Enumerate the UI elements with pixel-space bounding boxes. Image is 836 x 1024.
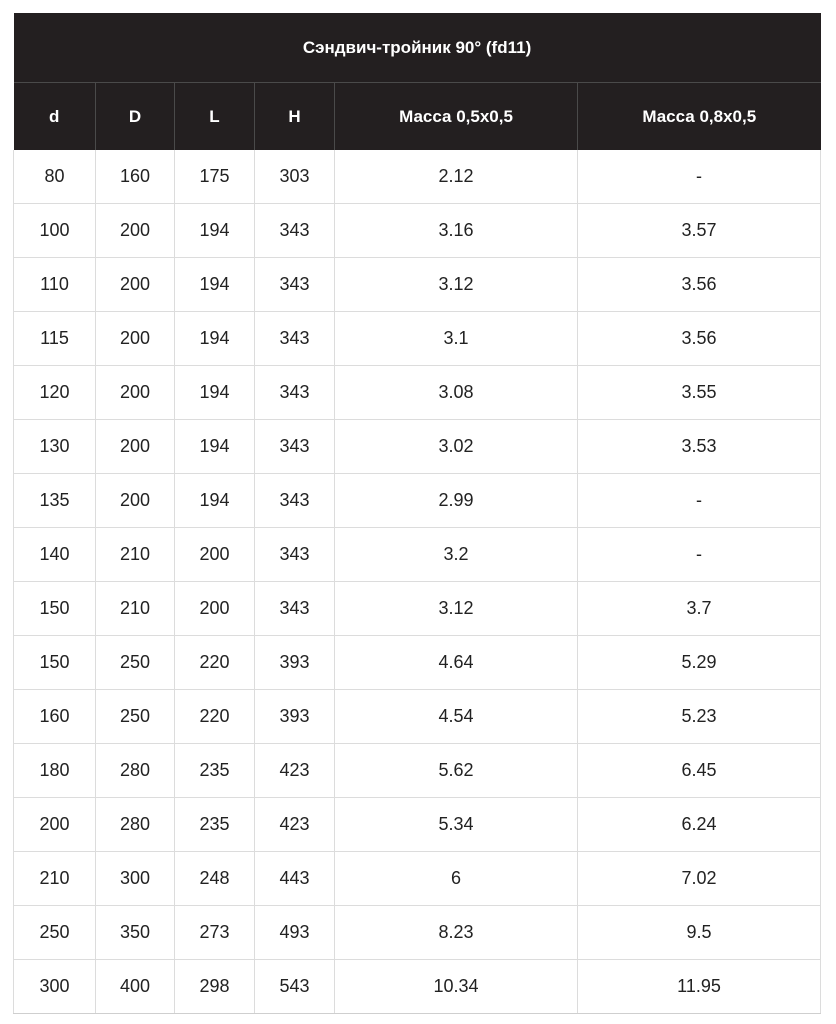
table-body bbox=[14, 150, 821, 1014]
cell-L: 194 bbox=[175, 420, 255, 474]
cell-d: 150 bbox=[14, 582, 96, 636]
cell-d: 100 bbox=[14, 204, 96, 258]
cell-L: 298 bbox=[175, 960, 255, 1014]
column-header-row bbox=[14, 83, 821, 151]
table-row bbox=[14, 798, 821, 852]
cell-H: 343 bbox=[255, 258, 335, 312]
table-row bbox=[14, 744, 821, 798]
cell-H: 343 bbox=[255, 204, 335, 258]
cell-D: 210 bbox=[96, 582, 175, 636]
column-header-D: D bbox=[96, 83, 175, 151]
cell-d: 180 bbox=[14, 744, 96, 798]
table-row bbox=[14, 906, 821, 960]
cell-mass-08: 3.7 bbox=[578, 582, 821, 636]
column-header-L: L bbox=[175, 83, 255, 151]
cell-L: 194 bbox=[175, 474, 255, 528]
column-header-mass-05: Масса 0,5х0,5 bbox=[335, 83, 578, 151]
table-row bbox=[14, 528, 821, 582]
cell-mass-05: 3.16 bbox=[335, 204, 578, 258]
cell-mass-08: 5.23 bbox=[578, 690, 821, 744]
table-row bbox=[14, 960, 821, 1014]
cell-mass-05: 2.12 bbox=[335, 150, 578, 204]
cell-mass-08: 9.5 bbox=[578, 906, 821, 960]
cell-d: 135 bbox=[14, 474, 96, 528]
cell-mass-08: - bbox=[578, 474, 821, 528]
cell-D: 200 bbox=[96, 204, 175, 258]
cell-H: 343 bbox=[255, 312, 335, 366]
cell-mass-05: 10.34 bbox=[335, 960, 578, 1014]
cell-d: 210 bbox=[14, 852, 96, 906]
table-row bbox=[14, 366, 821, 420]
cell-H: 343 bbox=[255, 420, 335, 474]
cell-mass-05: 5.34 bbox=[335, 798, 578, 852]
cell-mass-08: - bbox=[578, 528, 821, 582]
cell-L: 220 bbox=[175, 690, 255, 744]
column-header-mass-08: Масса 0,8х0,5 bbox=[578, 83, 821, 151]
table-row bbox=[14, 312, 821, 366]
table-row bbox=[14, 204, 821, 258]
cell-mass-05: 8.23 bbox=[335, 906, 578, 960]
cell-L: 194 bbox=[175, 312, 255, 366]
cell-d: 130 bbox=[14, 420, 96, 474]
cell-D: 200 bbox=[96, 420, 175, 474]
cell-mass-05: 4.64 bbox=[335, 636, 578, 690]
cell-D: 250 bbox=[96, 636, 175, 690]
cell-H: 423 bbox=[255, 744, 335, 798]
cell-D: 200 bbox=[96, 366, 175, 420]
cell-mass-05: 3.1 bbox=[335, 312, 578, 366]
table-row bbox=[14, 150, 821, 204]
cell-H: 343 bbox=[255, 528, 335, 582]
cell-D: 400 bbox=[96, 960, 175, 1014]
cell-L: 200 bbox=[175, 582, 255, 636]
cell-mass-08: - bbox=[578, 150, 821, 204]
cell-L: 194 bbox=[175, 366, 255, 420]
cell-mass-08: 6.45 bbox=[578, 744, 821, 798]
cell-H: 423 bbox=[255, 798, 335, 852]
specs-table bbox=[13, 13, 821, 1014]
table-row bbox=[14, 690, 821, 744]
cell-mass-05: 3.02 bbox=[335, 420, 578, 474]
cell-L: 235 bbox=[175, 798, 255, 852]
cell-L: 194 bbox=[175, 204, 255, 258]
cell-H: 543 bbox=[255, 960, 335, 1014]
cell-mass-05: 3.08 bbox=[335, 366, 578, 420]
cell-d: 200 bbox=[14, 798, 96, 852]
cell-mass-08: 5.29 bbox=[578, 636, 821, 690]
table-title-row bbox=[14, 13, 821, 83]
cell-mass-05: 6 bbox=[335, 852, 578, 906]
cell-D: 200 bbox=[96, 312, 175, 366]
cell-D: 200 bbox=[96, 474, 175, 528]
table-title: Сэндвич-тройник 90° (fd11) bbox=[14, 13, 821, 83]
cell-H: 303 bbox=[255, 150, 335, 204]
cell-mass-05: 3.12 bbox=[335, 258, 578, 312]
cell-d: 300 bbox=[14, 960, 96, 1014]
table-row bbox=[14, 582, 821, 636]
cell-mass-08: 11.95 bbox=[578, 960, 821, 1014]
cell-D: 280 bbox=[96, 744, 175, 798]
cell-D: 250 bbox=[96, 690, 175, 744]
cell-H: 343 bbox=[255, 582, 335, 636]
cell-H: 393 bbox=[255, 690, 335, 744]
column-header-d: d bbox=[14, 83, 96, 151]
table-row bbox=[14, 636, 821, 690]
cell-mass-08: 3.57 bbox=[578, 204, 821, 258]
column-header-H: H bbox=[255, 83, 335, 151]
cell-D: 210 bbox=[96, 528, 175, 582]
cell-d: 110 bbox=[14, 258, 96, 312]
table-row bbox=[14, 258, 821, 312]
cell-D: 350 bbox=[96, 906, 175, 960]
cell-mass-08: 3.55 bbox=[578, 366, 821, 420]
cell-mass-05: 3.2 bbox=[335, 528, 578, 582]
cell-H: 493 bbox=[255, 906, 335, 960]
cell-L: 194 bbox=[175, 258, 255, 312]
cell-d: 115 bbox=[14, 312, 96, 366]
cell-D: 280 bbox=[96, 798, 175, 852]
table-row bbox=[14, 852, 821, 906]
cell-L: 200 bbox=[175, 528, 255, 582]
table-row bbox=[14, 474, 821, 528]
cell-L: 248 bbox=[175, 852, 255, 906]
cell-mass-05: 3.12 bbox=[335, 582, 578, 636]
cell-mass-08: 7.02 bbox=[578, 852, 821, 906]
table-header bbox=[14, 13, 821, 150]
cell-mass-08: 6.24 bbox=[578, 798, 821, 852]
cell-D: 160 bbox=[96, 150, 175, 204]
cell-L: 175 bbox=[175, 150, 255, 204]
cell-H: 393 bbox=[255, 636, 335, 690]
cell-L: 235 bbox=[175, 744, 255, 798]
specs-table-container bbox=[13, 13, 820, 1014]
cell-H: 343 bbox=[255, 366, 335, 420]
cell-d: 80 bbox=[14, 150, 96, 204]
cell-d: 160 bbox=[14, 690, 96, 744]
cell-d: 250 bbox=[14, 906, 96, 960]
cell-L: 273 bbox=[175, 906, 255, 960]
cell-mass-05: 4.54 bbox=[335, 690, 578, 744]
cell-mass-08: 3.56 bbox=[578, 312, 821, 366]
cell-mass-08: 3.56 bbox=[578, 258, 821, 312]
cell-mass-05: 2.99 bbox=[335, 474, 578, 528]
cell-D: 200 bbox=[96, 258, 175, 312]
cell-d: 140 bbox=[14, 528, 96, 582]
cell-d: 150 bbox=[14, 636, 96, 690]
cell-L: 220 bbox=[175, 636, 255, 690]
cell-H: 343 bbox=[255, 474, 335, 528]
cell-D: 300 bbox=[96, 852, 175, 906]
cell-H: 443 bbox=[255, 852, 335, 906]
cell-mass-05: 5.62 bbox=[335, 744, 578, 798]
table-row bbox=[14, 420, 821, 474]
cell-d: 120 bbox=[14, 366, 96, 420]
cell-mass-08: 3.53 bbox=[578, 420, 821, 474]
